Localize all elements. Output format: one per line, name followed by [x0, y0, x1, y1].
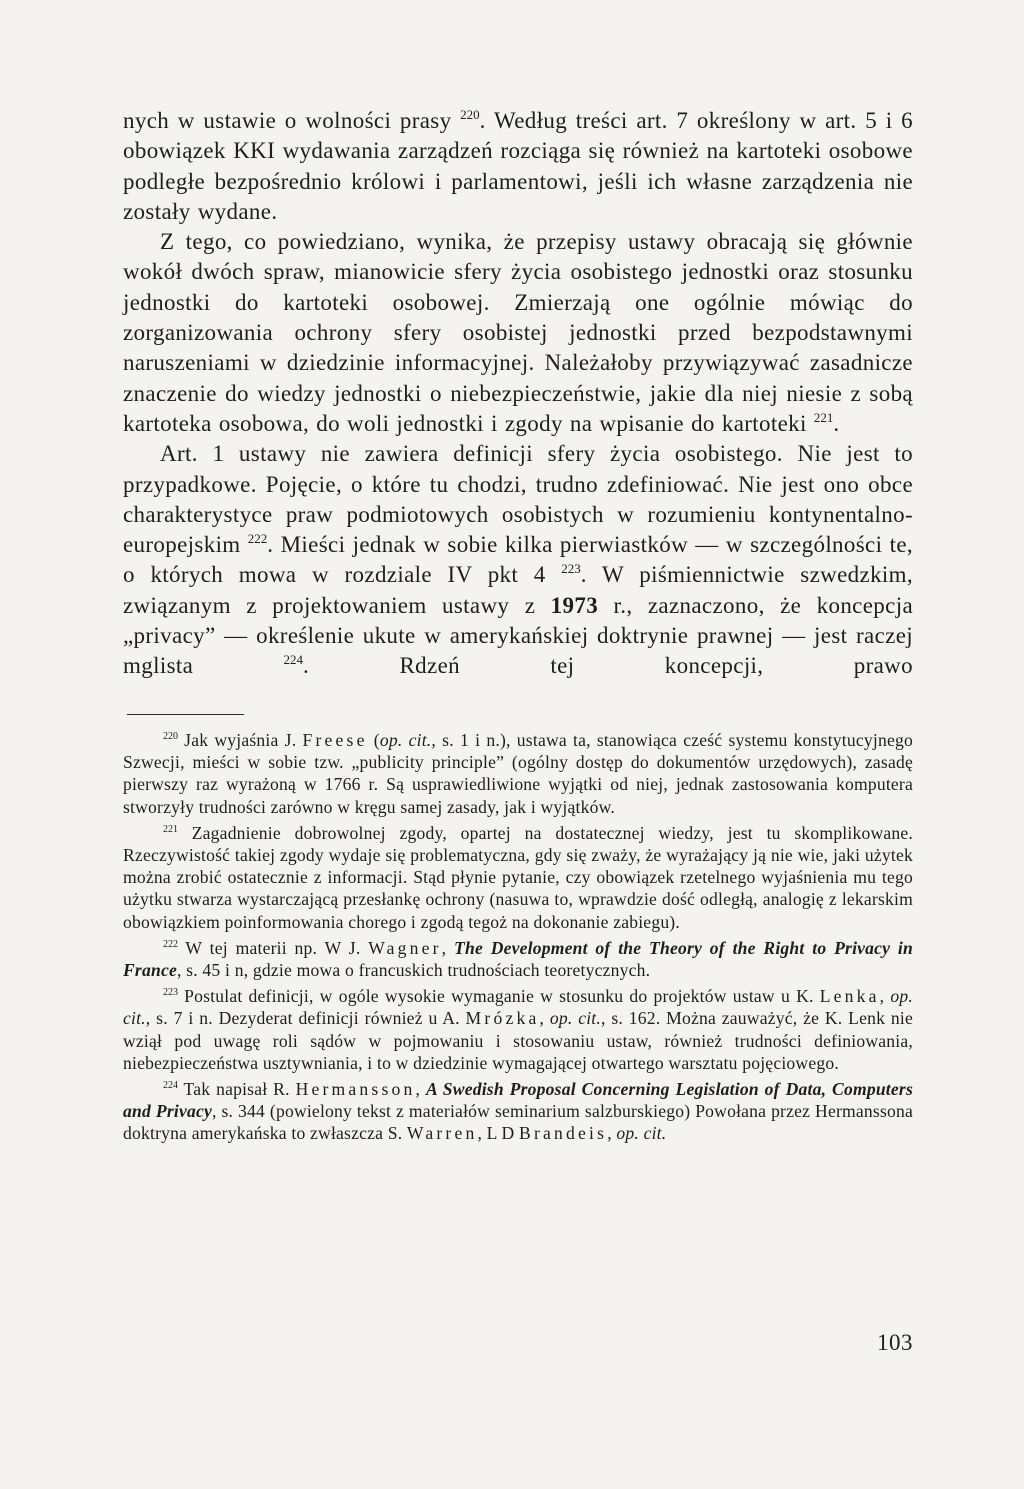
footnote-ref-223: 223: [561, 561, 581, 577]
footnote-222: [123, 937, 913, 981]
work-title: The Development of the Theory of the Right to Privacy in France: [123, 937, 913, 981]
footnote-223: [123, 985, 913, 1074]
paragraph-3-text-4: r., zaznaczono, że koncepcja „privacy” — określenie ukute w amerykańskiej doktrynie prawnej — jest raczej mglista: [123, 592, 914, 679]
footnote-number: 221: [163, 823, 178, 835]
footnote-ref-221: 221: [813, 409, 834, 425]
footnote-text: ,: [441, 937, 455, 958]
paragraph-1-text: nych w ustawie o wolności prasy: [123, 108, 461, 133]
page-number: 103: [877, 1330, 913, 1355]
author-name: Warren: [406, 1123, 478, 1144]
citation-abbrev: op. cit.: [549, 1008, 601, 1029]
footnote-text: ,: [879, 986, 891, 1007]
footnote-number: 223: [163, 987, 178, 999]
footnote-text: , s. 1 i n.), ustawa ta, stanowiąca cześć systemu konstytucyjnego Szwecji, mieści w sobie tzw. „publicity principle” (ogólny dostęp do dokumentów urzędowych), zasadę pierwszy raz wyrażoną w 1766 r. Są usprawiedliwione wyjątki od niej, jednak zastosowania komputera stworzyły trudności zarówno w kręgu samej zasady, jak i wyjątków.: [123, 730, 913, 817]
footnote-221: [123, 822, 913, 933]
citation-abbrev: op. cit.: [616, 1123, 667, 1144]
footnote-text: , s. 344 (powielony tekst z materiałów seminarium salzburskiego) Powołana przez Hermanssona doktryna amerykańska to zwłaszcza S.: [123, 1101, 913, 1144]
author-name: Wagner: [368, 937, 442, 958]
footnote-224: [123, 1078, 913, 1145]
footnote-text: ,: [415, 1079, 426, 1100]
footnote-number: 220: [163, 731, 178, 742]
main-text: [123, 106, 913, 712]
footnote-text: , L D: [477, 1123, 520, 1144]
footnote-text: Tak napisał R.: [178, 1079, 296, 1100]
footnote-text: , s. 162. Można zauważyć, że K. Lenk nie wziął pod uwagę roli sądów w pojmowaniu i stosowaniu ustaw, również trudności definiowania, niebezpieczeństwa usztywniania, i to w dziedzinie wymagającej otwartego warsztatu pojęciowego.: [123, 1008, 913, 1073]
paragraph-3-text: Art. 1 ustawy nie zawiera definicji sfery życia osobistego. Nie jest to przypadkowe. Pojęcie, o które tu chodzi, trudno zdefiniować. Nie jest ono obce charakterystyce praw podmiotowych osobistych w rozumieniu kontynentalno-europejskim: [123, 441, 913, 558]
footnote-text: ,: [607, 1123, 617, 1144]
author-name: Hermansson: [295, 1079, 416, 1100]
paragraph-3: [123, 439, 913, 712]
paragraph-2-text: Z tego, co powiedziano, wynika, że przepisy ustawy obracają się głównie wokół dwóch spraw, mianowicie sfery życia osobistego jednostki oraz stosunku jednostki do kartoteki osobowej. Zmierzają one ogólnie mówiąc do zorganizowania ochrony sfery osobistej jednostki przed bezpodstawnymi naruszeniami w dziedzinie informacyjnej. Należałoby przywiązywać zasadnicze znaczenie do wiedzy jednostki o niebezpieczeństwie, jakie dla niej niesie z sobą kartoteka osobowa, do woli jednostki i zgody na wpisanie do kartoteki: [123, 229, 913, 436]
citation-abbrev: op. cit.: [123, 986, 913, 1029]
footnote-separator: [127, 714, 244, 715]
paragraph-2-text-end: .: [833, 410, 840, 436]
footnote-220: [123, 729, 913, 818]
paragraph-3-text-3: . W piśmiennictwie szwedzkim, związanym z projektowaniem ustawy z: [123, 562, 913, 618]
footnote-text: Jak wyjaśnia J.: [178, 730, 303, 750]
law-year: 1973: [550, 592, 599, 618]
paragraph-1: [123, 106, 913, 227]
footnote-ref-224: 224: [283, 652, 304, 668]
footnotes: [123, 729, 913, 1149]
paragraph-1-text-cont: . Według treści art. 7 określony w art. 5 i 6 obowiązek KKI wydawania zarządzeń rozciąga się również na kartoteki osobowe podległe bezpośrednio królowi i parlamentowi, jeśli ich własne zarządzenia nie zostały wydane.: [123, 108, 913, 224]
book-page: [123, 0, 913, 1489]
footnote-ref-222: 222: [247, 531, 268, 547]
footnote-text: Zagadnienie dobrowolnej zgody, opartej na dostatecznej wiedzy, jest tu skomplikowane. Rzeczywistość takiej zgody wydaje się problematyczna, gdy się zważy, że wyrażający ją nie wie, jaki użytek można zrobić ostatecznie z informacji. Stąd płynie pytanie, czy obowiązek rzetelnego wyjaśnienia mu tego użytku stwarza wystarczającą przesłankę ochrony (nasuwa to, wprawdzie dość odległą, analogię z lekarskim obowiązkiem poinformowania chorego i zgodą tegoż na dokonanie zabiegu).: [123, 822, 913, 932]
footnote-ref-220: 220: [460, 107, 480, 122]
author-name: Brandeis: [519, 1123, 608, 1144]
footnote-text: (: [367, 730, 380, 750]
footnote-text: W tej materii np. W J.: [178, 937, 369, 958]
author-name: Freese: [302, 730, 368, 750]
work-title: A Swedish Proposal Concerning Legislation of Data, Computers and Privacy: [123, 1079, 914, 1122]
footnote-number: 222: [163, 938, 178, 950]
author-name: Lenka: [819, 986, 880, 1007]
author-name: Mrózka: [465, 1008, 540, 1029]
footnote-text: Postulat definicji, w ogóle wysokie wymaganie w stosunku do projektów ustaw u K.: [178, 986, 820, 1007]
paragraph-2: [123, 227, 913, 439]
paragraph-3-text-2: . Mieści jednak w sobie kilka pierwiastków — w szczególności te, o których mowa w rozdziale IV pkt 4: [123, 532, 913, 588]
footnote-text: , s. 7 i n. Dezyderat definicji również u A.: [145, 1008, 466, 1029]
footnote-text: , s. 45 i n, gdzie mowa o francuskich trudnościach teoretycznych.: [176, 960, 651, 981]
footnote-text: ,: [539, 1008, 550, 1029]
paragraph-3-text-5: . Rdzeń tej koncepcji, prawo: [303, 653, 913, 679]
footnote-number: 224: [163, 1080, 178, 1092]
citation-abbrev: op. cit.: [379, 730, 432, 750]
